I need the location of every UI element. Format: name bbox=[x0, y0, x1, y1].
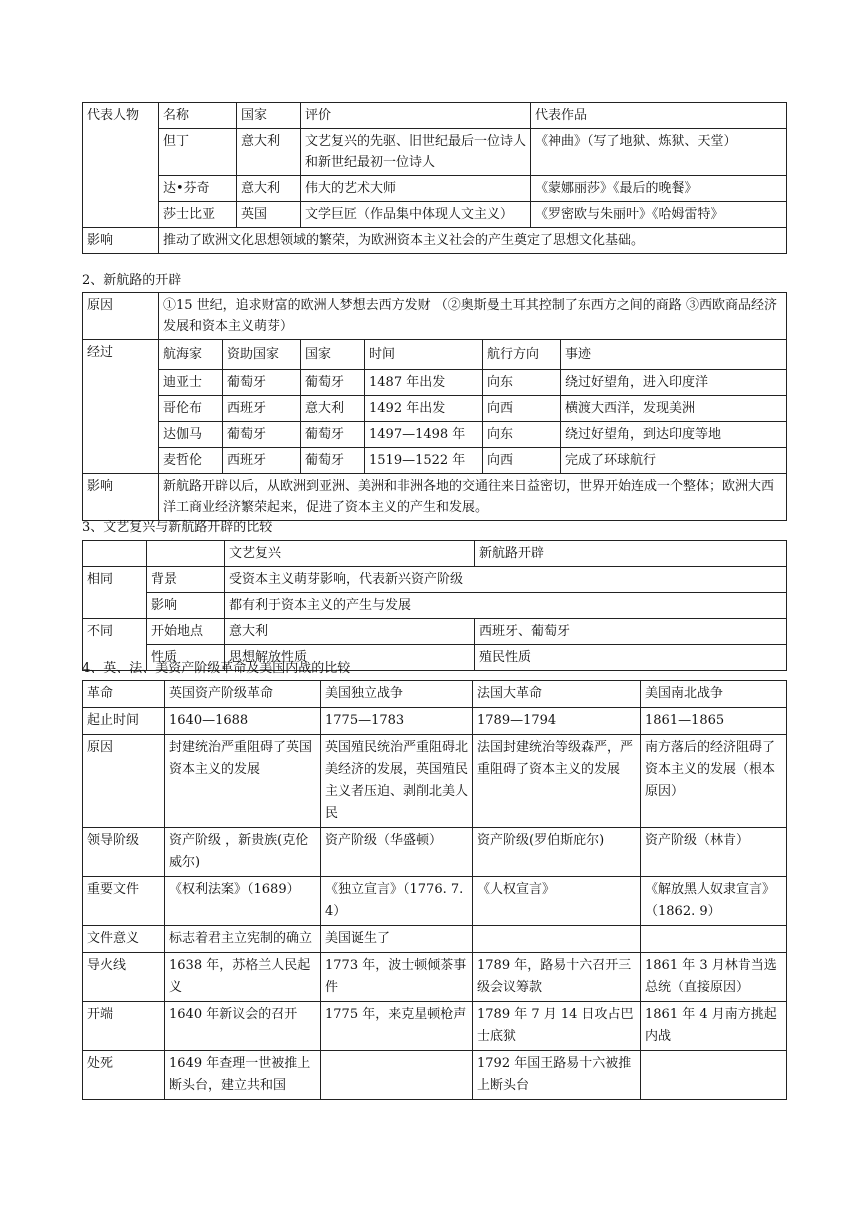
new-routes-table bbox=[82, 292, 787, 521]
cell: 资产阶级 ，新贵族(克伦威尔) bbox=[165, 828, 321, 877]
row-label: 起止时间 bbox=[83, 708, 165, 735]
cell: 葡萄牙 bbox=[301, 448, 365, 474]
cell: 1640—1688 bbox=[165, 708, 321, 735]
cell: 文艺复兴的先驱、旧世纪最后一位诗人和新世纪最初一位诗人 bbox=[301, 129, 531, 176]
cell: 1861—1865 bbox=[641, 708, 787, 735]
row-label: 原因 bbox=[83, 735, 165, 828]
row-label: 影响 bbox=[83, 474, 159, 521]
cell: 文学巨匠（作品集中体现人文主义） bbox=[301, 202, 531, 228]
cell: 1492 年出发 bbox=[365, 396, 483, 422]
row-label: 代表人物 bbox=[83, 103, 159, 228]
cell: 1789 年，路易十六召开三级会议筹款 bbox=[473, 953, 641, 1002]
cell: 1640 年新议会的召开 bbox=[165, 1002, 321, 1051]
table-row bbox=[83, 593, 787, 619]
cell: 英国殖民统治严重阻碍北美经济的发展，英国殖民主义者压迫、剥削北美人民 bbox=[321, 735, 473, 828]
cell: 意大利 bbox=[301, 396, 365, 422]
cell: 封建统治严重阻碍了英国资本主义的发展 bbox=[165, 735, 321, 828]
row-label: 影响 bbox=[83, 228, 159, 254]
header-cell: 文艺复兴 bbox=[225, 541, 475, 567]
header-cell: 美国独立战争 bbox=[321, 681, 473, 708]
table-row bbox=[83, 103, 787, 129]
cell: 绕过好望角，到达印度等地 bbox=[561, 422, 787, 448]
cell: 《独立宣言》（1776. 7. 4） bbox=[321, 877, 473, 926]
cell: 意大利 bbox=[237, 176, 301, 202]
cell: 完成了环球航行 bbox=[561, 448, 787, 474]
cell: 向西 bbox=[483, 448, 561, 474]
cell: 资产阶级(罗伯斯庇尔) bbox=[473, 828, 641, 877]
row-label: 影响 bbox=[147, 593, 225, 619]
header-cell: 事迹 bbox=[561, 340, 787, 370]
cell: 都有利于资本主义的产生与发展 bbox=[225, 593, 787, 619]
header-cell: 评价 bbox=[301, 103, 531, 129]
section-heading: 2、新航路的开辟 bbox=[82, 273, 182, 288]
row-label: 重要文件 bbox=[83, 877, 165, 926]
row-label: 不同 bbox=[83, 619, 147, 671]
table-row bbox=[83, 228, 787, 254]
header-cell: 资助国家 bbox=[223, 340, 301, 370]
cell: 向西 bbox=[483, 396, 561, 422]
table-row bbox=[83, 541, 787, 567]
table-row bbox=[83, 422, 787, 448]
cell: 意大利 bbox=[237, 129, 301, 176]
cell: 1487 年出发 bbox=[365, 370, 483, 396]
header-cell: 国家 bbox=[237, 103, 301, 129]
table-row bbox=[83, 926, 787, 953]
table-row bbox=[83, 735, 787, 828]
cell: 哥伦布 bbox=[159, 396, 223, 422]
comparison-table bbox=[82, 540, 787, 671]
header-cell: 国家 bbox=[301, 340, 365, 370]
header-cell: 时间 bbox=[365, 340, 483, 370]
row-label: 文件意义 bbox=[83, 926, 165, 953]
cell: 1792 年国王路易十六被推上断头台 bbox=[473, 1051, 641, 1100]
table-row bbox=[83, 448, 787, 474]
cell bbox=[321, 1051, 473, 1100]
cell: 西班牙 bbox=[223, 448, 301, 474]
cell: 南方落后的经济阻碍了资本主义的发展（根本原因） bbox=[641, 735, 787, 828]
cell: 达•芬奇 bbox=[159, 176, 237, 202]
cell: 葡萄牙 bbox=[223, 370, 301, 396]
table-row bbox=[83, 293, 787, 340]
cell bbox=[641, 1051, 787, 1100]
empty-cell bbox=[147, 541, 225, 567]
cell: 1789—1794 bbox=[473, 708, 641, 735]
cell: 麦哲伦 bbox=[159, 448, 223, 474]
table-row bbox=[83, 953, 787, 1002]
cell: 西班牙 bbox=[223, 396, 301, 422]
cell: 伟大的艺术大师 bbox=[301, 176, 531, 202]
header-cell: 英国资产阶级革命 bbox=[165, 681, 321, 708]
empty-cell bbox=[83, 541, 147, 567]
revolutions-table bbox=[82, 680, 787, 1100]
cell: 西班牙、葡萄牙 bbox=[475, 619, 787, 645]
cell: 推动了欧洲文化思想领域的繁荣，为欧洲资本主义社会的产生奠定了思想文化基础。 bbox=[159, 228, 787, 254]
table-row bbox=[83, 877, 787, 926]
cell: ①15 世纪，追求财富的欧洲人梦想去西方发财 （②奥斯曼土耳其控制了东西方之间的商路 ③西欧商品经济发展和资本主义萌芽） bbox=[159, 293, 787, 340]
cell: 新航路开辟以后，从欧洲到亚洲、美洲和非洲各地的交通往来日益密切，世界开始连成一个整体；欧洲大西洋工商业经济繁荣起来，促进了资本主义的产生和发展。 bbox=[159, 474, 787, 521]
row-label: 相同 bbox=[83, 567, 147, 619]
cell: 葡萄牙 bbox=[301, 370, 365, 396]
cell: 1775—1783 bbox=[321, 708, 473, 735]
cell: 1497—1498 年 bbox=[365, 422, 483, 448]
cell: 横渡大西洋，发现美洲 bbox=[561, 396, 787, 422]
table-row bbox=[83, 340, 787, 370]
cell: 法国封建统治等级森严，严重阻碍了资本主义的发展 bbox=[473, 735, 641, 828]
cell: 《蒙娜丽莎》《最后的晚餐》 bbox=[531, 176, 787, 202]
cell: 莎士比亚 bbox=[159, 202, 237, 228]
row-label: 导火线 bbox=[83, 953, 165, 1002]
table-row bbox=[83, 370, 787, 396]
row-label: 开始地点 bbox=[147, 619, 225, 645]
cell: 达伽马 bbox=[159, 422, 223, 448]
header-cell: 航海家 bbox=[159, 340, 223, 370]
cell: 资产阶级（林肯） bbox=[641, 828, 787, 877]
cell: 思想解放性质 bbox=[225, 645, 475, 671]
row-label: 原因 bbox=[83, 293, 159, 340]
table-row bbox=[83, 396, 787, 422]
cell: 《罗密欧与朱丽叶》《哈姆雷特》 bbox=[531, 202, 787, 228]
representatives-table bbox=[82, 102, 787, 254]
cell: 《权利法案》（1689） bbox=[165, 877, 321, 926]
row-label: 开端 bbox=[83, 1002, 165, 1051]
table-row bbox=[83, 176, 787, 202]
cell: 英国 bbox=[237, 202, 301, 228]
header-cell: 航行方向 bbox=[483, 340, 561, 370]
cell: 1649 年查理一世被推上断头台，建立共和国 bbox=[165, 1051, 321, 1100]
cell: 意大利 bbox=[225, 619, 475, 645]
cell bbox=[473, 926, 641, 953]
cell: 但丁 bbox=[159, 129, 237, 176]
cell: 殖民性质 bbox=[475, 645, 787, 671]
table-row bbox=[83, 1002, 787, 1051]
cell: 绕过好望角，进入印度洋 bbox=[561, 370, 787, 396]
cell: 《神曲》（写了地狱、炼狱、天堂） bbox=[531, 129, 787, 176]
table-row bbox=[83, 681, 787, 708]
row-label: 经过 bbox=[83, 340, 159, 474]
row-label: 性质 bbox=[147, 645, 225, 671]
table-row bbox=[83, 828, 787, 877]
cell: 1861 年 4 月南方挑起内战 bbox=[641, 1002, 787, 1051]
section-heading: 4、英、法、美资产阶级革命及美国内战的比较 bbox=[82, 661, 351, 676]
table-row bbox=[83, 202, 787, 228]
cell: 1861 年 3 月林肯当选总统（直接原因） bbox=[641, 953, 787, 1002]
cell: 1773 年，波士顿倾茶事件 bbox=[321, 953, 473, 1002]
row-label: 处死 bbox=[83, 1051, 165, 1100]
cell: 向东 bbox=[483, 422, 561, 448]
header-cell: 法国大革命 bbox=[473, 681, 641, 708]
cell: 《人权宣言》 bbox=[473, 877, 641, 926]
cell: 葡萄牙 bbox=[223, 422, 301, 448]
table-row bbox=[83, 474, 787, 521]
cell: 1638 年，苏格兰人民起义 bbox=[165, 953, 321, 1002]
cell: 受资本主义萌芽影响，代表新兴资产阶级 bbox=[225, 567, 787, 593]
cell: 资产阶级（华盛顿） bbox=[321, 828, 473, 877]
table-row bbox=[83, 619, 787, 645]
cell: 美国诞生了 bbox=[321, 926, 473, 953]
cell: 向东 bbox=[483, 370, 561, 396]
cell: 《解放黑人奴隶宣言》（1862. 9） bbox=[641, 877, 787, 926]
cell: 1775 年，来克星顿枪声 bbox=[321, 1002, 473, 1051]
header-cell: 代表作品 bbox=[531, 103, 787, 129]
header-cell: 革命 bbox=[83, 681, 165, 708]
header-cell: 名称 bbox=[159, 103, 237, 129]
cell: 1519—1522 年 bbox=[365, 448, 483, 474]
table-row bbox=[83, 1051, 787, 1100]
cell: 迪亚士 bbox=[159, 370, 223, 396]
cell: 1789 年 7 月 14 日攻占巴士底狱 bbox=[473, 1002, 641, 1051]
cell: 标志着君主立宪制的确立 bbox=[165, 926, 321, 953]
section-heading: 3、文艺复兴与新航路开辟的比较 bbox=[82, 520, 273, 535]
row-label: 领导阶级 bbox=[83, 828, 165, 877]
cell bbox=[641, 926, 787, 953]
cell: 葡萄牙 bbox=[301, 422, 365, 448]
table-row bbox=[83, 567, 787, 593]
table-row bbox=[83, 129, 787, 176]
header-cell: 新航路开辟 bbox=[475, 541, 787, 567]
header-cell: 美国南北战争 bbox=[641, 681, 787, 708]
row-label: 背景 bbox=[147, 567, 225, 593]
table-row bbox=[83, 708, 787, 735]
